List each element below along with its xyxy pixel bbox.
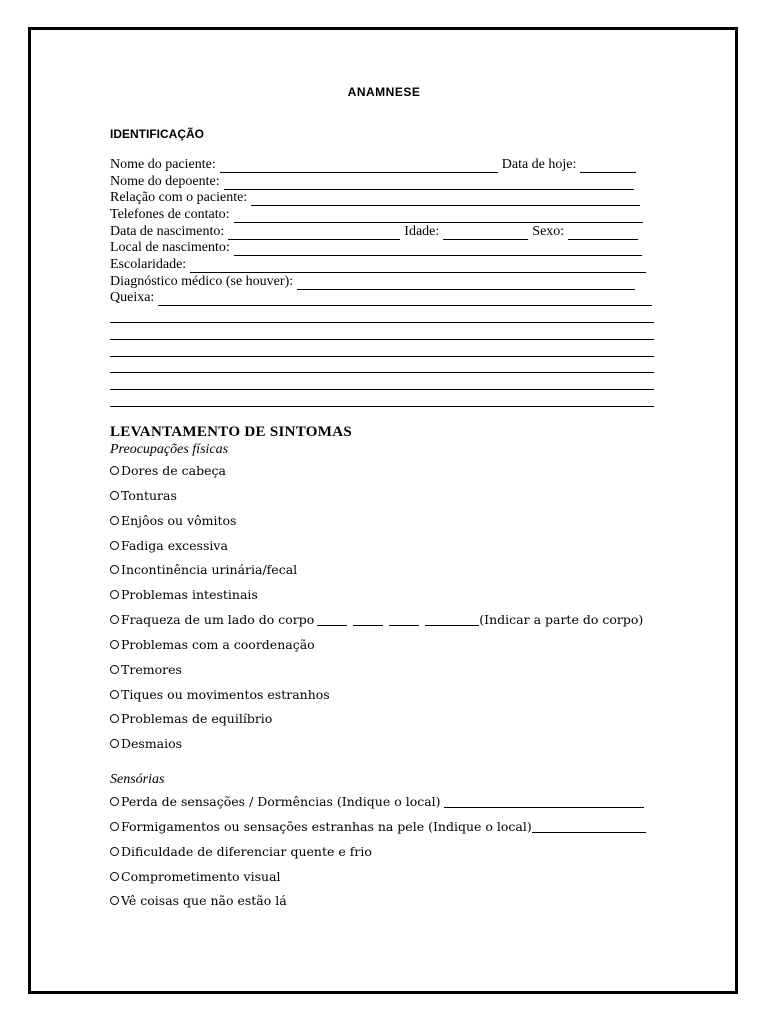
list-item[interactable]: Dificuldade de diferenciar quente e frio xyxy=(110,844,372,859)
label-idade: Idade: xyxy=(404,224,440,239)
input-nome-paciente[interactable] xyxy=(220,160,498,173)
subsection-fisicas: Preocupações físicas xyxy=(110,442,229,457)
radio-circle[interactable] xyxy=(110,565,119,574)
queixa-line[interactable] xyxy=(110,339,654,340)
list-item[interactable]: Comprometimento visual xyxy=(110,869,281,884)
list-item[interactable]: Problemas intestinais xyxy=(110,587,258,602)
input-data-nascimento[interactable] xyxy=(228,227,400,240)
field-data-nascimento[interactable] xyxy=(110,224,638,240)
subsection-sensorias: Sensórias xyxy=(110,772,165,787)
radio-circle[interactable] xyxy=(110,541,119,550)
list-item[interactable]: Problemas de equilíbrio xyxy=(110,711,272,726)
blank-line[interactable] xyxy=(444,795,644,808)
label-sexo: Sexo: xyxy=(532,224,565,239)
radio-circle[interactable] xyxy=(110,822,119,831)
field-diagnostico[interactable] xyxy=(110,274,635,290)
input-idade[interactable] xyxy=(443,227,528,240)
input-nome-depoente[interactable] xyxy=(224,177,634,190)
radio-circle[interactable] xyxy=(110,847,119,856)
label-nome-depoente: Nome do depoente: xyxy=(110,174,220,189)
field-queixa[interactable] xyxy=(110,290,652,306)
list-item[interactable]: Tonturas xyxy=(110,488,177,503)
radio-circle[interactable] xyxy=(110,714,119,723)
list-item[interactable]: Tremores xyxy=(110,662,182,677)
label-data-hoje: Data de hoje: xyxy=(501,157,577,172)
list-item[interactable]: Fraqueza de um lado do corpo (Indicar a parte do corpo) xyxy=(110,612,643,627)
input-local-nascimento[interactable] xyxy=(234,243,642,256)
field-nome-paciente[interactable] xyxy=(110,157,636,173)
radio-circle[interactable] xyxy=(110,896,119,905)
label-diagnostico: Diagnóstico médico (se houver): xyxy=(110,274,294,289)
queixa-line[interactable] xyxy=(110,406,654,407)
label-relacao: Relação com o paciente: xyxy=(110,190,248,205)
page-title: ANAMNESE xyxy=(347,85,421,99)
list-item[interactable]: Desmaios xyxy=(110,736,182,751)
field-relacao[interactable] xyxy=(110,190,640,206)
label-data-nascimento: Data de nascimento: xyxy=(110,224,225,239)
radio-circle[interactable] xyxy=(110,739,119,748)
label-local-nascimento: Local de nascimento: xyxy=(110,240,230,255)
blank-line[interactable] xyxy=(389,613,419,626)
list-item[interactable]: Enjôos ou vômitos xyxy=(110,513,236,528)
list-item[interactable]: Incontinência urinária/fecal xyxy=(110,562,297,577)
input-data-hoje[interactable] xyxy=(580,160,636,173)
list-item[interactable]: Tiques ou movimentos estranhos xyxy=(110,687,330,702)
blank-line[interactable] xyxy=(532,820,646,833)
field-local-nascimento[interactable] xyxy=(110,240,642,256)
input-escolaridade[interactable] xyxy=(190,260,646,273)
label-queixa: Queixa: xyxy=(110,290,155,305)
queixa-line[interactable] xyxy=(110,356,654,357)
queixa-line[interactable] xyxy=(110,389,654,390)
queixa-line[interactable] xyxy=(110,322,654,323)
radio-circle[interactable] xyxy=(110,665,119,674)
radio-circle[interactable] xyxy=(110,640,119,649)
section-identificacao: IDENTIFICAÇÃO xyxy=(110,127,204,141)
radio-circle[interactable] xyxy=(110,491,119,500)
field-nome-depoente[interactable] xyxy=(110,174,634,190)
field-telefones[interactable] xyxy=(110,207,643,223)
blank-line[interactable] xyxy=(425,613,479,626)
radio-circle[interactable] xyxy=(110,797,119,806)
list-item[interactable]: Formigamentos ou sensações estranhas na pele (Indique o local) xyxy=(110,819,649,834)
blank-line[interactable] xyxy=(353,613,383,626)
label-telefones: Telefones de contato: xyxy=(110,207,230,222)
radio-circle[interactable] xyxy=(110,466,119,475)
input-relacao[interactable] xyxy=(251,193,640,206)
radio-circle[interactable] xyxy=(110,872,119,881)
input-telefones[interactable] xyxy=(234,210,643,223)
queixa-line[interactable] xyxy=(110,372,654,373)
radio-circle[interactable] xyxy=(110,690,119,699)
label-nome-paciente: Nome do paciente: xyxy=(110,157,216,172)
field-escolaridade[interactable] xyxy=(110,257,646,273)
list-item[interactable]: Fadiga excessiva xyxy=(110,538,228,553)
list-item[interactable]: Dores de cabeça xyxy=(110,463,226,478)
input-queixa[interactable] xyxy=(158,293,652,306)
list-item[interactable]: Problemas com a coordenação xyxy=(110,637,315,652)
radio-circle[interactable] xyxy=(110,516,119,525)
section-levantamento: LEVANTAMENTO DE SINTOMAS xyxy=(110,424,352,440)
list-item[interactable]: Vê coisas que não estão lá xyxy=(110,893,287,908)
radio-circle[interactable] xyxy=(110,590,119,599)
input-sexo[interactable] xyxy=(568,227,638,240)
list-item[interactable]: Perda de sensações / Dormências (Indique o local) xyxy=(110,794,647,809)
label-escolaridade: Escolaridade: xyxy=(110,257,187,272)
input-diagnostico[interactable] xyxy=(297,277,635,290)
fraqueza-hint: (Indicar a parte do corpo) xyxy=(479,612,644,627)
blank-line[interactable] xyxy=(317,613,347,626)
radio-circle[interactable] xyxy=(110,615,119,624)
